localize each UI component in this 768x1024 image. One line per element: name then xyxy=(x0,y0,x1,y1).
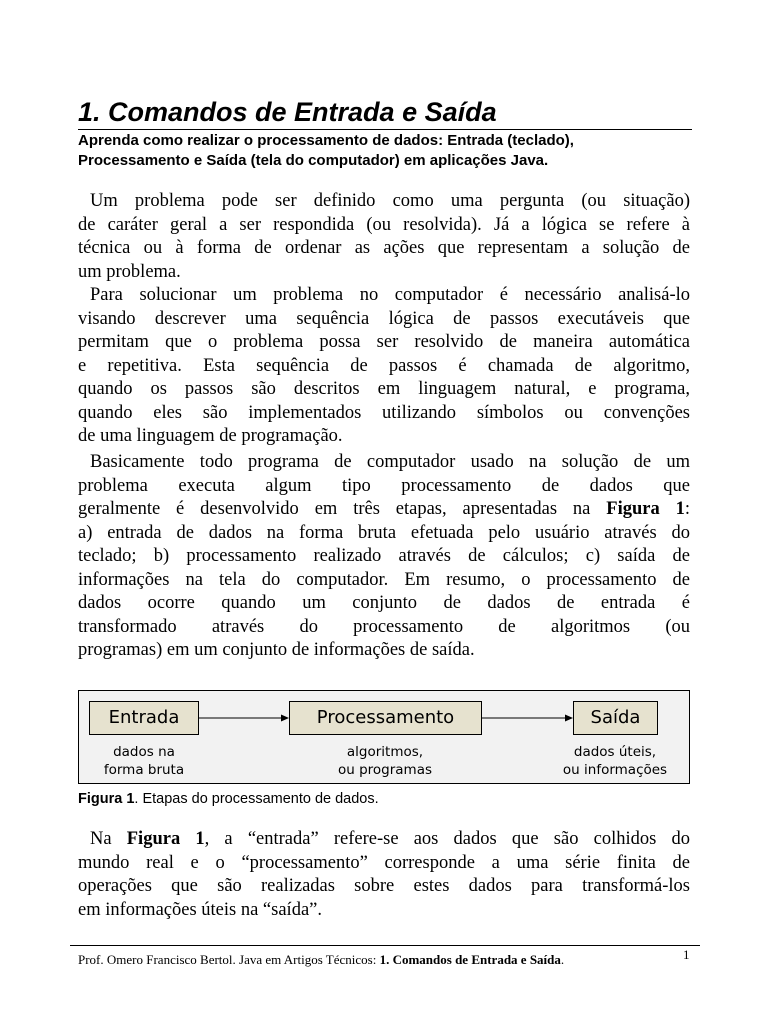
note-entrada xyxy=(84,743,204,779)
text-line: programas) em um conjunto de informações de saída. xyxy=(78,640,475,660)
text-line xyxy=(78,498,690,522)
stage-box-processamento: Processamento xyxy=(289,701,482,735)
caption-reference: Figura 1 xyxy=(78,791,135,807)
page-number: 1 xyxy=(683,947,690,962)
text-line: quando eles são implementados utilizando símbolos ou convenções xyxy=(78,402,690,423)
text-line: informações na tela do computador. Em resumo, o processamento de xyxy=(78,569,690,590)
subtitle-line: Processamento e Saída (tela do computador) em aplicações Java. xyxy=(78,152,549,169)
text-line: visando descrever uma sequência lógica de passos executáveis que xyxy=(78,308,690,329)
note-line: ou informações xyxy=(562,762,668,778)
figure-caption xyxy=(78,790,379,808)
caption-text: . Etapas do processamento de dados. xyxy=(134,791,379,807)
paragraph-1 xyxy=(78,190,690,284)
note-line: dados úteis, xyxy=(573,744,657,760)
stage-box-saida: Saída xyxy=(573,701,658,735)
page-footer xyxy=(78,952,564,968)
note-line: algoritmos, xyxy=(346,744,424,760)
subtitle xyxy=(78,131,692,171)
footer-divider xyxy=(70,945,700,946)
text-run: , a “entrada” refere-se aos dados que são colhidos do xyxy=(204,829,690,849)
text-line: operações que são realizadas sobre estes dados para transformá-los xyxy=(78,876,690,896)
subtitle-line: Aprenda como realizar o processamento de dados: Entrada (teclado), xyxy=(78,132,574,149)
text-line: e repetitiva. Esta sequência de passos é chamada de algoritmo, xyxy=(78,355,690,376)
text-line: teclado; b) processamento realizado através de cálculos; c) saída de xyxy=(78,546,690,566)
text-line: de uma linguagem de programação. xyxy=(78,426,343,446)
text-line: Um problema pode ser definido como uma pergunta (ou situação) xyxy=(90,191,690,211)
text-run: geralmente é desenvolvido em três etapas, apresentadas na xyxy=(78,499,607,519)
arrow-processamento-saida xyxy=(482,715,573,722)
note-line: dados na xyxy=(113,744,175,760)
text-line: dados ocorre quando um conjunto de dados de entrada é xyxy=(78,593,690,613)
paragraph-3 xyxy=(78,451,690,663)
figure-reference: Figura 1 xyxy=(126,829,205,849)
text-line xyxy=(78,828,690,852)
arrow-entrada-processamento xyxy=(199,715,289,722)
page-title: 1. Comandos de Entrada e Saída xyxy=(78,97,497,127)
note-line: ou programas xyxy=(337,762,433,778)
text-line: a) entrada de dados na forma bruta efetuada pelo usuário através do xyxy=(78,522,690,543)
text-line: Para solucionar um problema no computador é necessário analisá-lo xyxy=(90,285,690,305)
text-line: transformado através do processamento de algoritmos (ou xyxy=(78,616,690,637)
figure-1-diagram xyxy=(78,690,690,784)
footer-chapter: 1. Comandos de Entrada e Saída xyxy=(379,952,561,967)
text-line: problema executa algum tipo processamento de dados que xyxy=(78,475,690,496)
text-line: mundo real e o “processamento” corresponde a uma série finita de xyxy=(78,852,690,873)
text-run: Na xyxy=(90,829,127,849)
footer-end: . xyxy=(560,952,565,967)
text-line: de caráter geral a ser respondida (ou resolvida). Já a lógica se refere à xyxy=(78,214,690,235)
text-line: técnica ou à forma de ordenar as ações que representam a solução de xyxy=(78,238,690,258)
text-run: : xyxy=(684,499,690,519)
text-line: permitam que o problema possa ser resolvido de maneira automática xyxy=(78,332,690,352)
note-processamento xyxy=(305,743,465,779)
title-divider xyxy=(78,129,692,130)
note-saida xyxy=(544,743,686,779)
paragraph-4 xyxy=(78,828,690,922)
text-line: em informações úteis na “saída”. xyxy=(78,899,322,920)
figure-reference: Figura 1 xyxy=(606,499,685,519)
text-line: quando os passos são descritos em linguagem natural, e programa, xyxy=(78,379,690,399)
text-line: Basicamente todo programa de computador usado na solução de um xyxy=(90,452,690,472)
paragraph-2 xyxy=(78,284,690,449)
note-line: forma bruta xyxy=(103,762,185,778)
footer-text: Prof. Omero Francisco Bertol. Java em Artigos Técnicos: xyxy=(78,952,380,967)
text-line: um problema. xyxy=(78,261,181,282)
stage-box-entrada: Entrada xyxy=(89,701,199,735)
